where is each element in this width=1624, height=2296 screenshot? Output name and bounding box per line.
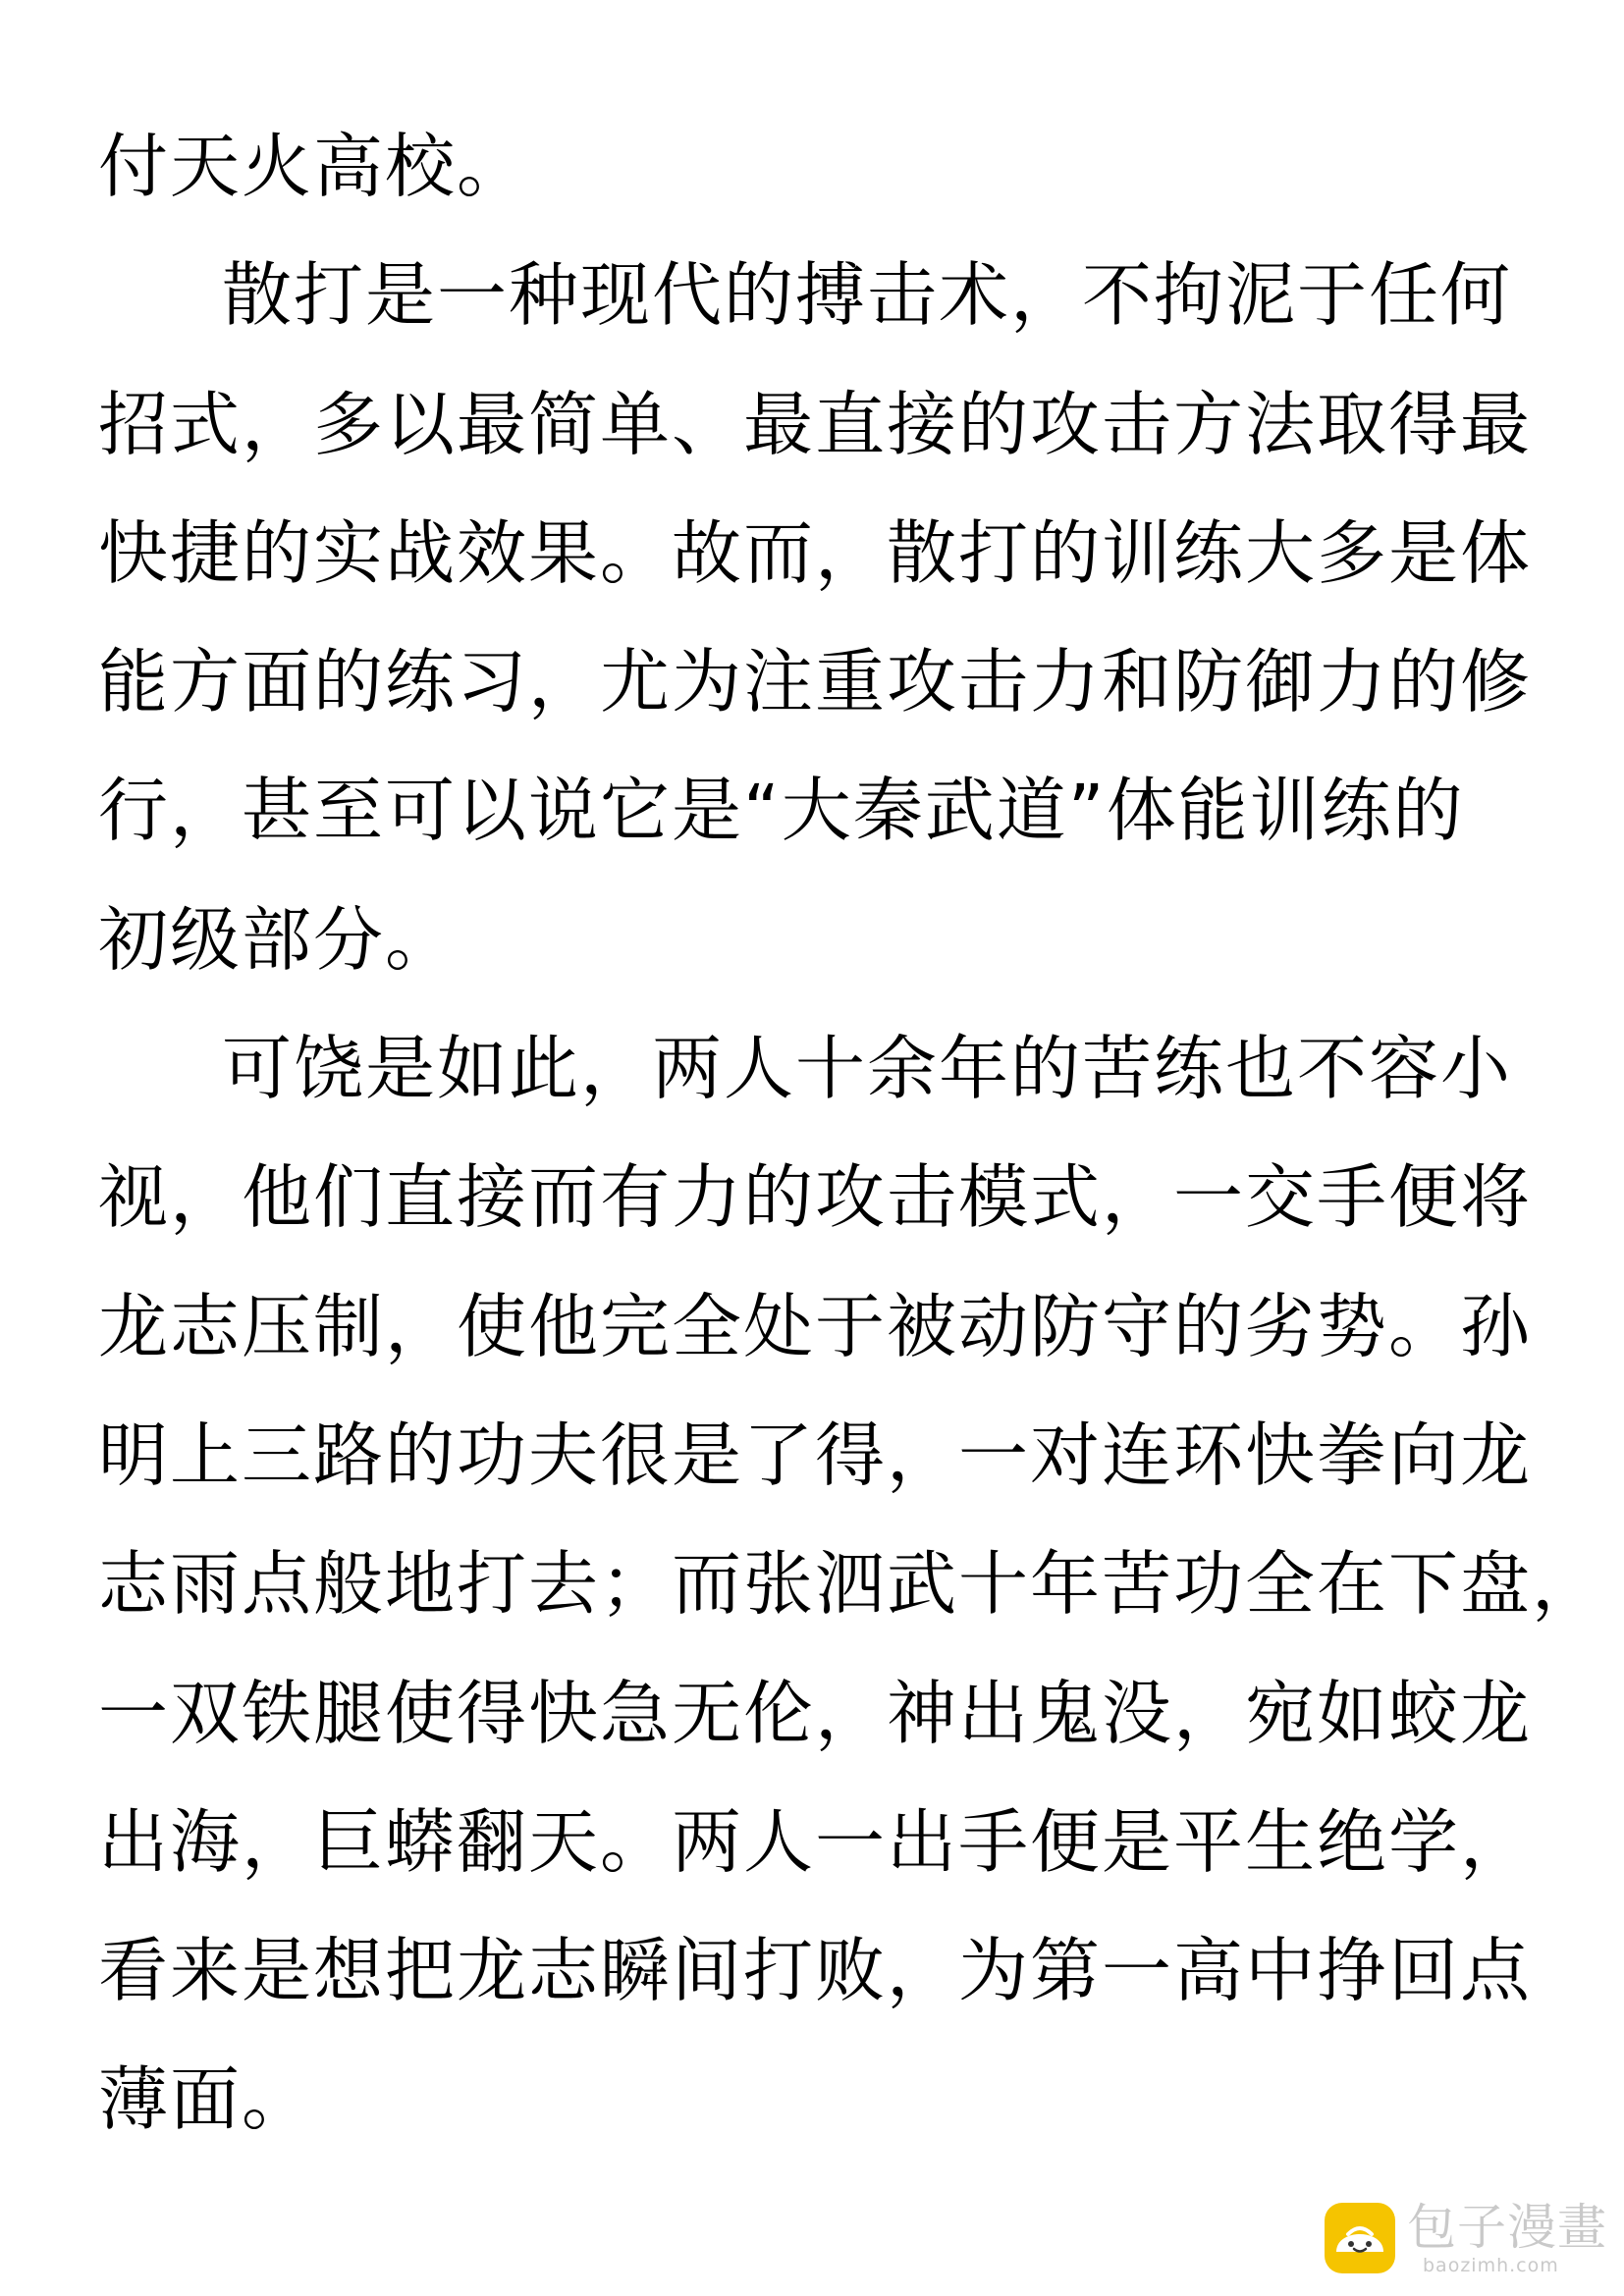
body-text <box>98 126 1604 2194</box>
text-line: 出海，巨蟒翻天。两人一出手便是平生绝学， <box>98 1800 1533 1883</box>
text-line: 招式，多以最简单、最直接的攻击方法取得最 <box>98 383 1533 465</box>
bun-face-icon <box>1321 2199 1399 2277</box>
text-line: 付天火高校。 <box>98 126 529 207</box>
watermark-url: baozimh.com <box>1423 2255 1559 2276</box>
text-line: 一双铁腿使得快急无伦，神出鬼没，宛如蛟龙 <box>98 1672 1533 1754</box>
text-line: 视，他们直接而有力的攻击模式，一交手便将 <box>98 1156 1533 1239</box>
watermark-name: 包子漫畫 <box>1407 2199 1607 2256</box>
text-line: 志雨点般地打去；而张泗武十年苦功全在下盘， <box>98 1543 1604 1626</box>
text-line: 初级部分。 <box>98 898 458 981</box>
text-line: 看来是想把龙志瞬间打败，为第一高中挣回点 <box>98 1930 1533 2012</box>
text-line: 可饶是如此，两人十余年的苦练也不容小 <box>222 1028 1513 1110</box>
text-line: 明上三路的功夫很是了得，一对连环快拳向龙 <box>98 1414 1533 1496</box>
text-line: 能方面的练习，尤为注重攻击力和防御力的修 <box>98 641 1533 723</box>
text-line: 散打是一种现代的搏击术，不拘泥于任何 <box>222 254 1513 337</box>
text-line: 龙志压制，使他完全处于被动防守的劣势。孙 <box>98 1285 1533 1367</box>
text-line: 快捷的实战效果。故而，散打的训练大多是体 <box>98 511 1533 594</box>
text-line: 薄面。 <box>98 2058 314 2141</box>
text-line: 行，甚至可以说它是“大秦武道”体能训练的 <box>98 770 1465 852</box>
watermark <box>1321 2199 1605 2277</box>
